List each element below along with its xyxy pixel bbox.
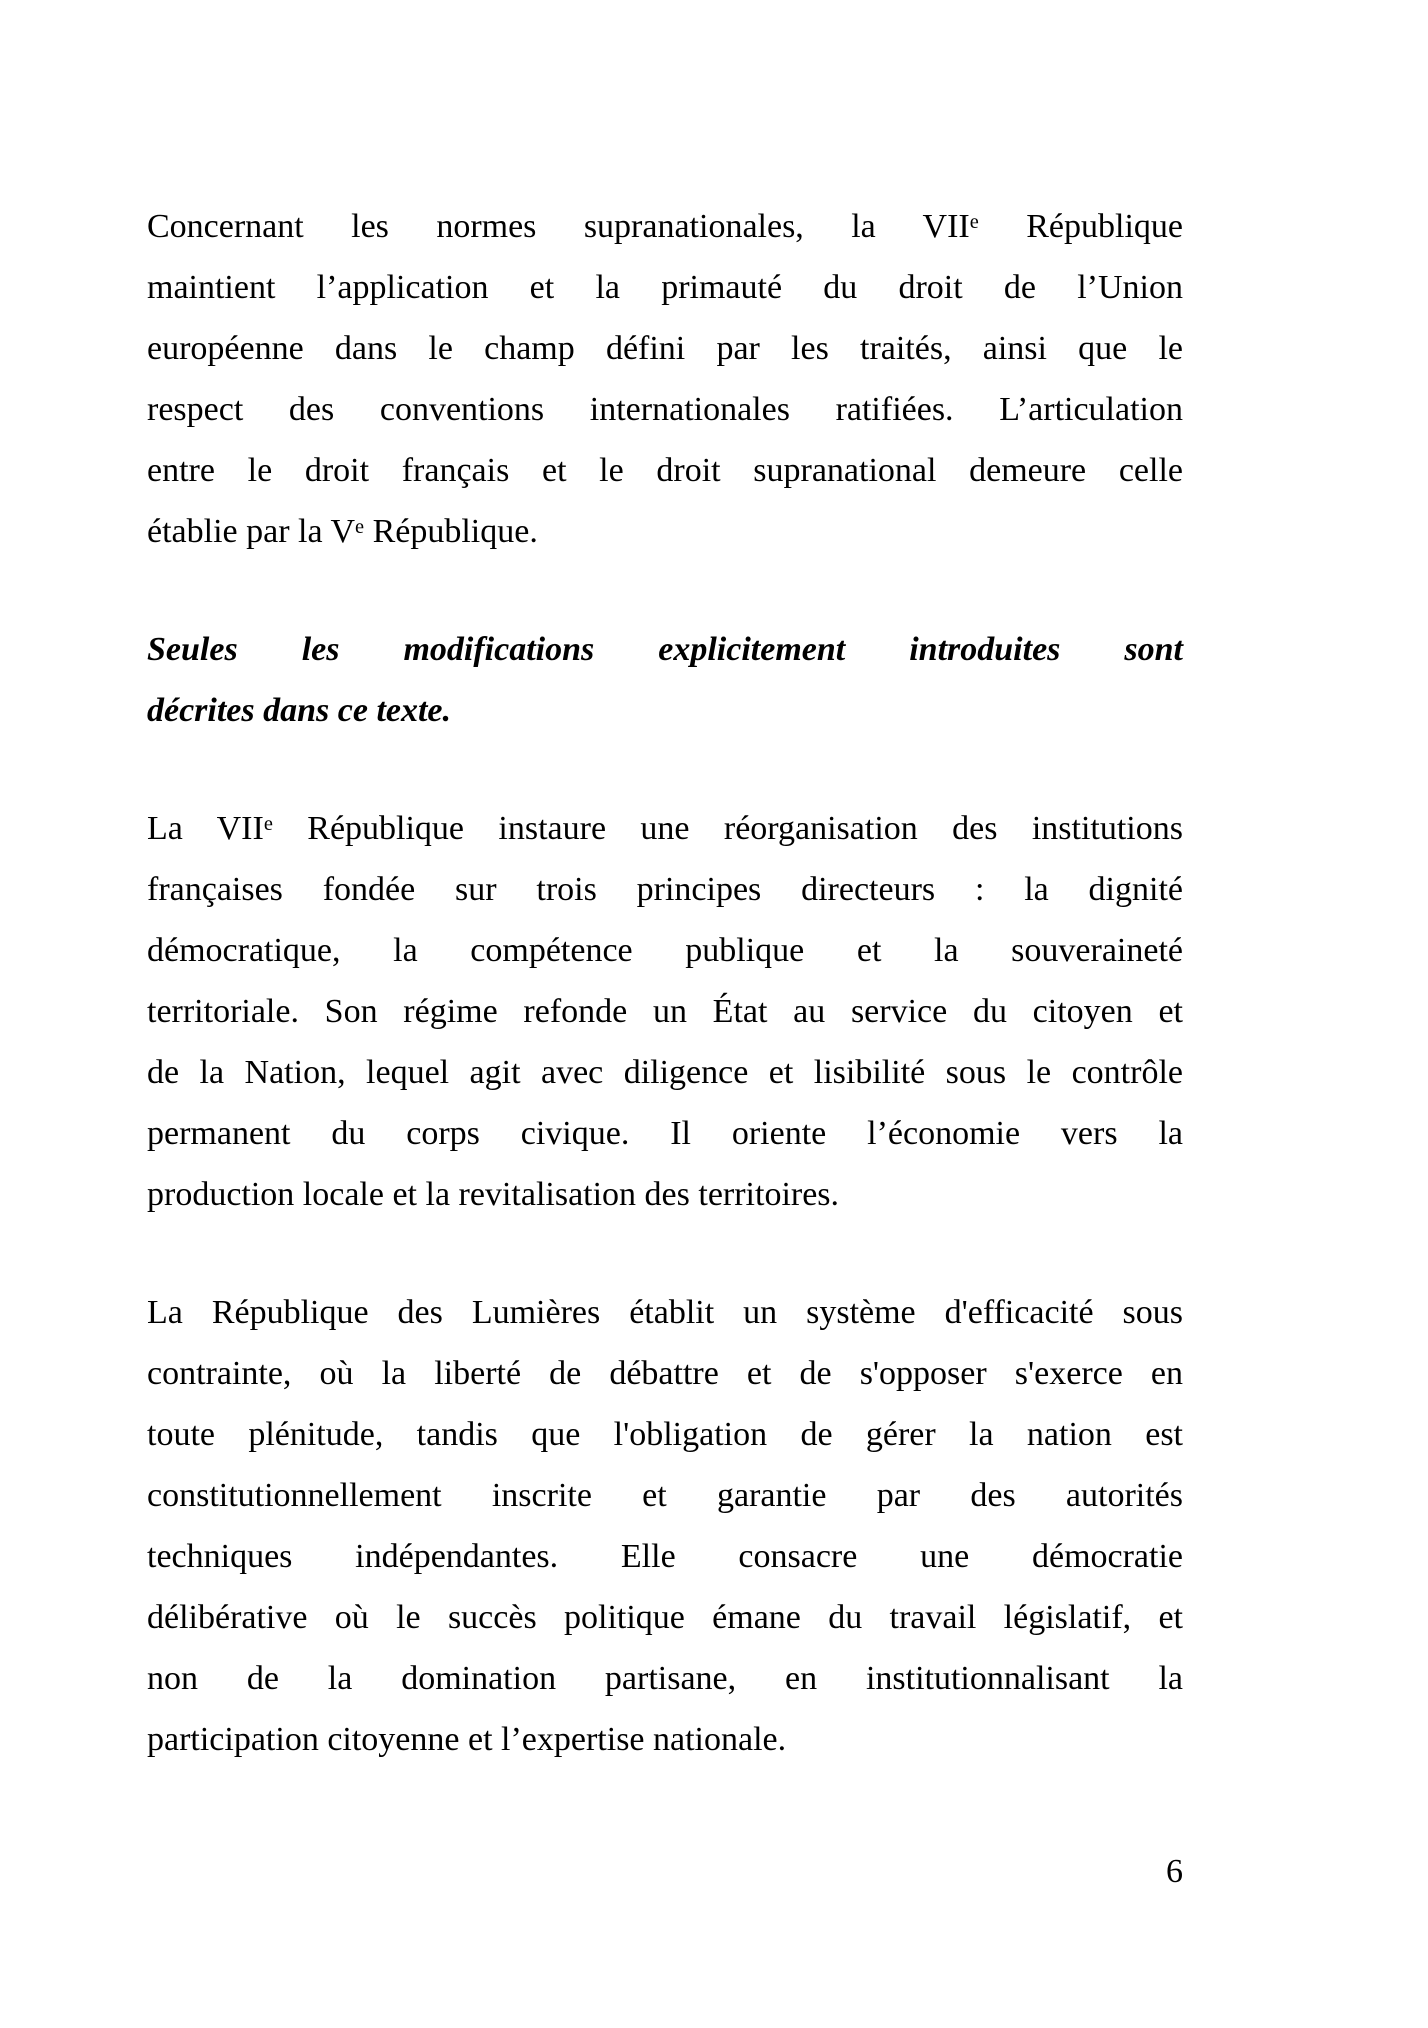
text-run: constitutionnellement inscrite et garantie par des autorités	[147, 1477, 1183, 1514]
text-run: République.	[364, 513, 538, 550]
text-run: respect des conventions internationales ratifiées. L’articulation	[147, 391, 1183, 428]
page-number: 6	[1166, 1853, 1183, 1890]
ordinal-superscript: e	[969, 210, 979, 233]
text-line	[147, 1526, 1183, 1587]
text-line	[147, 1404, 1183, 1465]
text-line	[147, 1648, 1183, 1709]
text-line	[147, 619, 1183, 680]
text-line	[147, 501, 1183, 562]
text-line	[147, 318, 1183, 379]
text-run: participation citoyenne et l’expertise nationale.	[147, 1721, 787, 1758]
text-run: de la Nation, lequel agit avec diligence et lisibilité sous le contrôle	[147, 1054, 1183, 1091]
text-run: entre le droit français et le droit supranational demeure celle	[147, 452, 1183, 489]
text-run: techniques indépendantes. Elle consacre une démocratie	[147, 1538, 1183, 1575]
text-run: européenne dans le champ défini par les traités, ainsi que le	[147, 330, 1183, 367]
text-run: République instaure une réorganisation des institutions	[272, 810, 1183, 847]
text-line	[147, 1042, 1183, 1103]
text-line	[147, 1343, 1183, 1404]
paragraph-notice	[147, 619, 1183, 741]
paragraph-principes	[147, 798, 1183, 1225]
text-line	[147, 680, 1183, 741]
text-line	[147, 379, 1183, 440]
text-run: Concernant les normes supranationales, la VII	[147, 208, 970, 245]
text-run: délibérative où le succès politique émane du travail législatif, et	[147, 1599, 1183, 1636]
paragraph-supranational	[147, 196, 1183, 562]
text-line	[147, 1587, 1183, 1648]
text-run: toute plénitude, tandis que l'obligation de gérer la nation est	[147, 1416, 1183, 1453]
text-run: démocratique, la compétence publique et la souveraineté	[147, 932, 1183, 969]
text-run: La VII	[147, 810, 264, 847]
text-run: Seules les modifications explicitement introduites sont	[147, 631, 1183, 668]
text-line	[147, 1465, 1183, 1526]
text-line	[147, 798, 1183, 859]
ordinal-superscript: e	[355, 515, 365, 538]
text-run: françaises fondée sur trois principes directeurs : la dignité	[147, 871, 1183, 908]
text-run: permanent du corps civique. Il oriente l’économie vers la	[147, 1115, 1183, 1152]
page-body	[147, 196, 1183, 1902]
text-line	[147, 1282, 1183, 1343]
text-line	[147, 920, 1183, 981]
text-line	[147, 257, 1183, 318]
text-run: non de la domination partisane, en institutionnalisant la	[147, 1660, 1183, 1697]
text-line	[147, 859, 1183, 920]
text-line	[147, 981, 1183, 1042]
text-run: décrites dans ce texte.	[147, 692, 452, 729]
text-line	[147, 1164, 1183, 1225]
text-run: production locale et la revitalisation des territoires.	[147, 1176, 840, 1213]
text-run: territoriale. Son régime refonde un État au service du citoyen et	[147, 993, 1183, 1030]
text-run: contrainte, où la liberté de débattre et de s'opposer s'exerce en	[147, 1355, 1183, 1392]
paragraph-lumieres	[147, 1282, 1183, 1770]
text-run: La République des Lumières établit un système d'efficacité sous	[147, 1294, 1183, 1331]
text-line	[147, 440, 1183, 501]
ordinal-superscript: e	[263, 812, 273, 835]
text-run: établie par la V	[147, 513, 356, 550]
text-run: maintient l’application et la primauté du droit de l’Union	[147, 269, 1183, 306]
text-line	[147, 1709, 1183, 1770]
text-line	[147, 1103, 1183, 1164]
text-line	[147, 196, 1183, 257]
text-run: République	[978, 208, 1183, 245]
